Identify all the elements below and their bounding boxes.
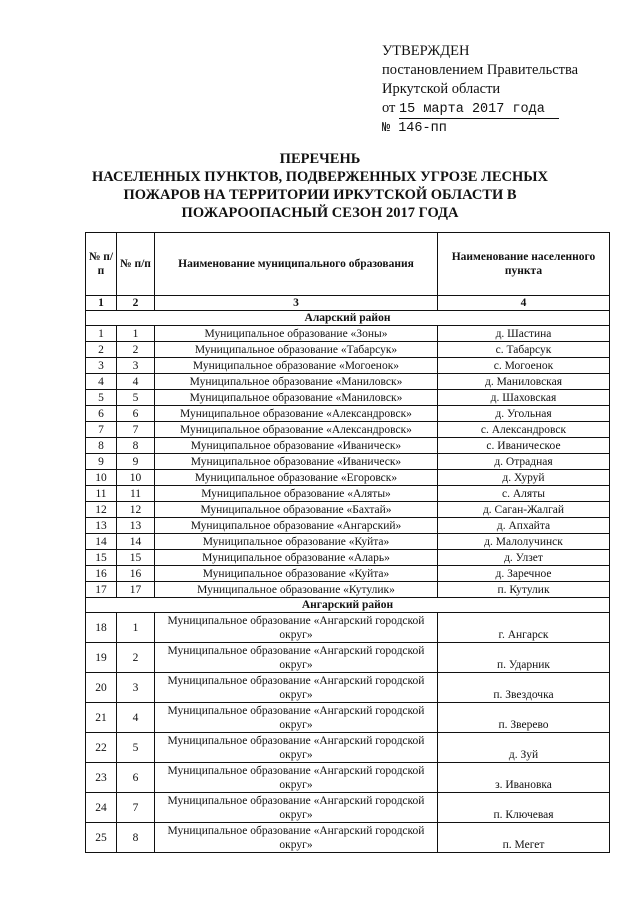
row-number-region: 4 bbox=[117, 374, 155, 390]
approval-line-3: Иркутской области bbox=[382, 81, 501, 97]
table-row bbox=[86, 358, 610, 374]
title-line-1: ПЕРЕЧЕНЬ bbox=[279, 151, 361, 167]
row-municipality: Муниципальное образование «Бахтай» bbox=[155, 502, 438, 518]
row-number-region: 5 bbox=[117, 733, 155, 763]
table-row bbox=[86, 326, 610, 342]
row-municipality: Муниципальное образование «Ангарский городской округ» bbox=[155, 763, 438, 793]
row-number-total: 7 bbox=[86, 422, 117, 438]
row-settlement: с. Аляты bbox=[438, 486, 610, 502]
table-body bbox=[86, 311, 610, 853]
row-settlement: п. Зверево bbox=[438, 703, 610, 733]
row-settlement: с. Табарсук bbox=[438, 342, 610, 358]
row-municipality: Муниципальное образование «Зоны» bbox=[155, 326, 438, 342]
row-number-region: 1 bbox=[117, 326, 155, 342]
row-settlement: д. Маниловская bbox=[438, 374, 610, 390]
region-name: Аларский район bbox=[86, 311, 610, 326]
title-line-3: ПОЖАРОВ НА ТЕРРИТОРИИ ИРКУТСКОЙ ОБЛАСТИ В bbox=[123, 187, 517, 203]
table-row bbox=[86, 422, 610, 438]
row-settlement: п. Ударник bbox=[438, 643, 610, 673]
row-settlement: д. Отрадная bbox=[438, 454, 610, 470]
title-line-2: НАСЕЛЕННЫХ ПУНКТОВ, ПОДВЕРЖЕННЫХ УГРОЗЕ ЛЕСНЫХ bbox=[92, 169, 548, 185]
row-number-total: 8 bbox=[86, 438, 117, 454]
table-row bbox=[86, 566, 610, 582]
header-settlement: Наименование населенного пункта bbox=[438, 233, 610, 296]
table-row bbox=[86, 406, 610, 422]
row-municipality: Муниципальное образование «Александровск» bbox=[155, 422, 438, 438]
row-settlement: д. Угольная bbox=[438, 406, 610, 422]
row-municipality: Муниципальное образование «Табарсук» bbox=[155, 342, 438, 358]
region-name: Ангарский район bbox=[86, 598, 610, 613]
column-number: 1 bbox=[86, 296, 117, 311]
row-settlement: п. Ключевая bbox=[438, 793, 610, 823]
table-row bbox=[86, 390, 610, 406]
region-row bbox=[86, 311, 610, 326]
table-row bbox=[86, 763, 610, 793]
table-row bbox=[86, 613, 610, 643]
row-number-region: 3 bbox=[117, 673, 155, 703]
row-municipality: Муниципальное образование «Могоенок» bbox=[155, 358, 438, 374]
row-settlement: д. Апхайта bbox=[438, 518, 610, 534]
table-row bbox=[86, 643, 610, 673]
row-number-region: 4 bbox=[117, 703, 155, 733]
row-number-total: 23 bbox=[86, 763, 117, 793]
row-settlement: п. Мегет bbox=[438, 823, 610, 853]
row-settlement: д. Улзет bbox=[438, 550, 610, 566]
header-number-region: № п/п bbox=[117, 233, 155, 296]
row-number-region: 12 bbox=[117, 502, 155, 518]
row-number-total: 5 bbox=[86, 390, 117, 406]
approval-date-prefix: от bbox=[382, 100, 396, 116]
row-municipality: Муниципальное образование «Ангарский городской округ» bbox=[155, 793, 438, 823]
row-number-region: 13 bbox=[117, 518, 155, 534]
row-number-total: 4 bbox=[86, 374, 117, 390]
row-settlement: г. Ангарск bbox=[438, 613, 610, 643]
row-number-region: 7 bbox=[117, 793, 155, 823]
settlements-table bbox=[85, 232, 610, 853]
column-number: 2 bbox=[117, 296, 155, 311]
table-header-row bbox=[86, 233, 610, 296]
row-number-total: 9 bbox=[86, 454, 117, 470]
row-settlement: з. Ивановка bbox=[438, 763, 610, 793]
row-settlement: с. Могоенок bbox=[438, 358, 610, 374]
row-settlement: д. Зуй bbox=[438, 733, 610, 763]
table-row bbox=[86, 486, 610, 502]
table-row bbox=[86, 823, 610, 853]
row-municipality: Муниципальное образование «Ангарский городской округ» bbox=[155, 733, 438, 763]
row-number-region: 6 bbox=[117, 763, 155, 793]
row-settlement: д. Заречное bbox=[438, 566, 610, 582]
row-settlement: п. Кутулик bbox=[438, 582, 610, 598]
row-number-total: 19 bbox=[86, 643, 117, 673]
row-settlement: д. Шастина bbox=[438, 326, 610, 342]
column-number-row bbox=[86, 296, 610, 311]
row-number-region: 2 bbox=[117, 643, 155, 673]
region-row bbox=[86, 598, 610, 613]
row-number-region: 7 bbox=[117, 422, 155, 438]
row-number-region: 10 bbox=[117, 470, 155, 486]
header-number-total: № п/п bbox=[86, 233, 117, 296]
row-municipality: Муниципальное образование «Маниловск» bbox=[155, 374, 438, 390]
row-number-region: 15 bbox=[117, 550, 155, 566]
table-row bbox=[86, 793, 610, 823]
table-row bbox=[86, 518, 610, 534]
row-number-region: 5 bbox=[117, 390, 155, 406]
row-number-region: 3 bbox=[117, 358, 155, 374]
approval-date-line bbox=[382, 99, 622, 119]
approval-line-2: постановлением Правительства bbox=[382, 62, 579, 78]
row-municipality: Муниципальное образование «Ангарский городской округ» bbox=[155, 703, 438, 733]
row-municipality: Муниципальное образование «Кутулик» bbox=[155, 582, 438, 598]
row-number-total: 17 bbox=[86, 582, 117, 598]
row-settlement: п. Звездочка bbox=[438, 673, 610, 703]
header-municipality: Наименование муниципального образования bbox=[155, 233, 438, 296]
row-municipality: Муниципальное образование «Ангарский городской округ» bbox=[155, 673, 438, 703]
row-settlement: с. Иваническое bbox=[438, 438, 610, 454]
approval-number: № 146-пп bbox=[382, 121, 447, 136]
approval-stamp bbox=[382, 42, 622, 138]
row-municipality: Муниципальное образование «Ангарский городской округ» bbox=[155, 613, 438, 643]
row-municipality: Муниципальное образование «Александровск» bbox=[155, 406, 438, 422]
table-row bbox=[86, 733, 610, 763]
row-municipality: Муниципальное образование «Куйта» bbox=[155, 534, 438, 550]
row-number-total: 24 bbox=[86, 793, 117, 823]
row-number-total: 1 bbox=[86, 326, 117, 342]
table-row bbox=[86, 454, 610, 470]
table-row bbox=[86, 438, 610, 454]
title-line-4: ПОЖАРООПАСНЫЙ СЕЗОН 2017 ГОДА bbox=[181, 205, 459, 221]
table-row bbox=[86, 534, 610, 550]
table-row bbox=[86, 673, 610, 703]
row-number-region: 11 bbox=[117, 486, 155, 502]
row-number-total: 3 bbox=[86, 358, 117, 374]
row-number-total: 21 bbox=[86, 703, 117, 733]
row-municipality: Муниципальное образование «Куйта» bbox=[155, 566, 438, 582]
table-row bbox=[86, 470, 610, 486]
row-number-region: 16 bbox=[117, 566, 155, 582]
row-municipality: Муниципальное образование «Егоровск» bbox=[155, 470, 438, 486]
approval-date: 15 марта 2017 года bbox=[399, 102, 559, 119]
row-number-total: 6 bbox=[86, 406, 117, 422]
row-number-region: 6 bbox=[117, 406, 155, 422]
row-municipality: Муниципальное образование «Ангарский» bbox=[155, 518, 438, 534]
row-number-region: 8 bbox=[117, 438, 155, 454]
row-settlement: д. Саган-Жалгай bbox=[438, 502, 610, 518]
row-number-total: 22 bbox=[86, 733, 117, 763]
row-number-total: 13 bbox=[86, 518, 117, 534]
table-row bbox=[86, 342, 610, 358]
row-number-region: 1 bbox=[117, 613, 155, 643]
row-number-total: 16 bbox=[86, 566, 117, 582]
row-settlement: с. Александровск bbox=[438, 422, 610, 438]
row-municipality: Муниципальное образование «Иваническ» bbox=[155, 454, 438, 470]
row-number-region: 9 bbox=[117, 454, 155, 470]
row-number-total: 25 bbox=[86, 823, 117, 853]
row-number-total: 15 bbox=[86, 550, 117, 566]
column-number: 3 bbox=[155, 296, 438, 311]
row-municipality: Муниципальное образование «Иваническ» bbox=[155, 438, 438, 454]
row-municipality: Муниципальное образование «Маниловск» bbox=[155, 390, 438, 406]
row-number-total: 10 bbox=[86, 470, 117, 486]
approval-line-1: УТВЕРЖДЕН bbox=[382, 43, 470, 59]
row-settlement: д. Шаховская bbox=[438, 390, 610, 406]
row-settlement: д. Малолучинск bbox=[438, 534, 610, 550]
row-number-total: 11 bbox=[86, 486, 117, 502]
table-row bbox=[86, 502, 610, 518]
row-municipality: Муниципальное образование «Ангарский городской округ» bbox=[155, 643, 438, 673]
row-number-total: 2 bbox=[86, 342, 117, 358]
row-settlement: д. Хуруй bbox=[438, 470, 610, 486]
table-row bbox=[86, 550, 610, 566]
document-title bbox=[60, 150, 580, 222]
row-municipality: Муниципальное образование «Аларь» bbox=[155, 550, 438, 566]
row-municipality: Муниципальное образование «Аляты» bbox=[155, 486, 438, 502]
row-number-total: 12 bbox=[86, 502, 117, 518]
row-number-total: 20 bbox=[86, 673, 117, 703]
row-number-region: 17 bbox=[117, 582, 155, 598]
table-row bbox=[86, 374, 610, 390]
row-number-region: 14 bbox=[117, 534, 155, 550]
row-number-total: 14 bbox=[86, 534, 117, 550]
table-row bbox=[86, 703, 610, 733]
row-number-region: 2 bbox=[117, 342, 155, 358]
column-number: 4 bbox=[438, 296, 610, 311]
table-row bbox=[86, 582, 610, 598]
row-number-total: 18 bbox=[86, 613, 117, 643]
row-number-region: 8 bbox=[117, 823, 155, 853]
row-municipality: Муниципальное образование «Ангарский городской округ» bbox=[155, 823, 438, 853]
